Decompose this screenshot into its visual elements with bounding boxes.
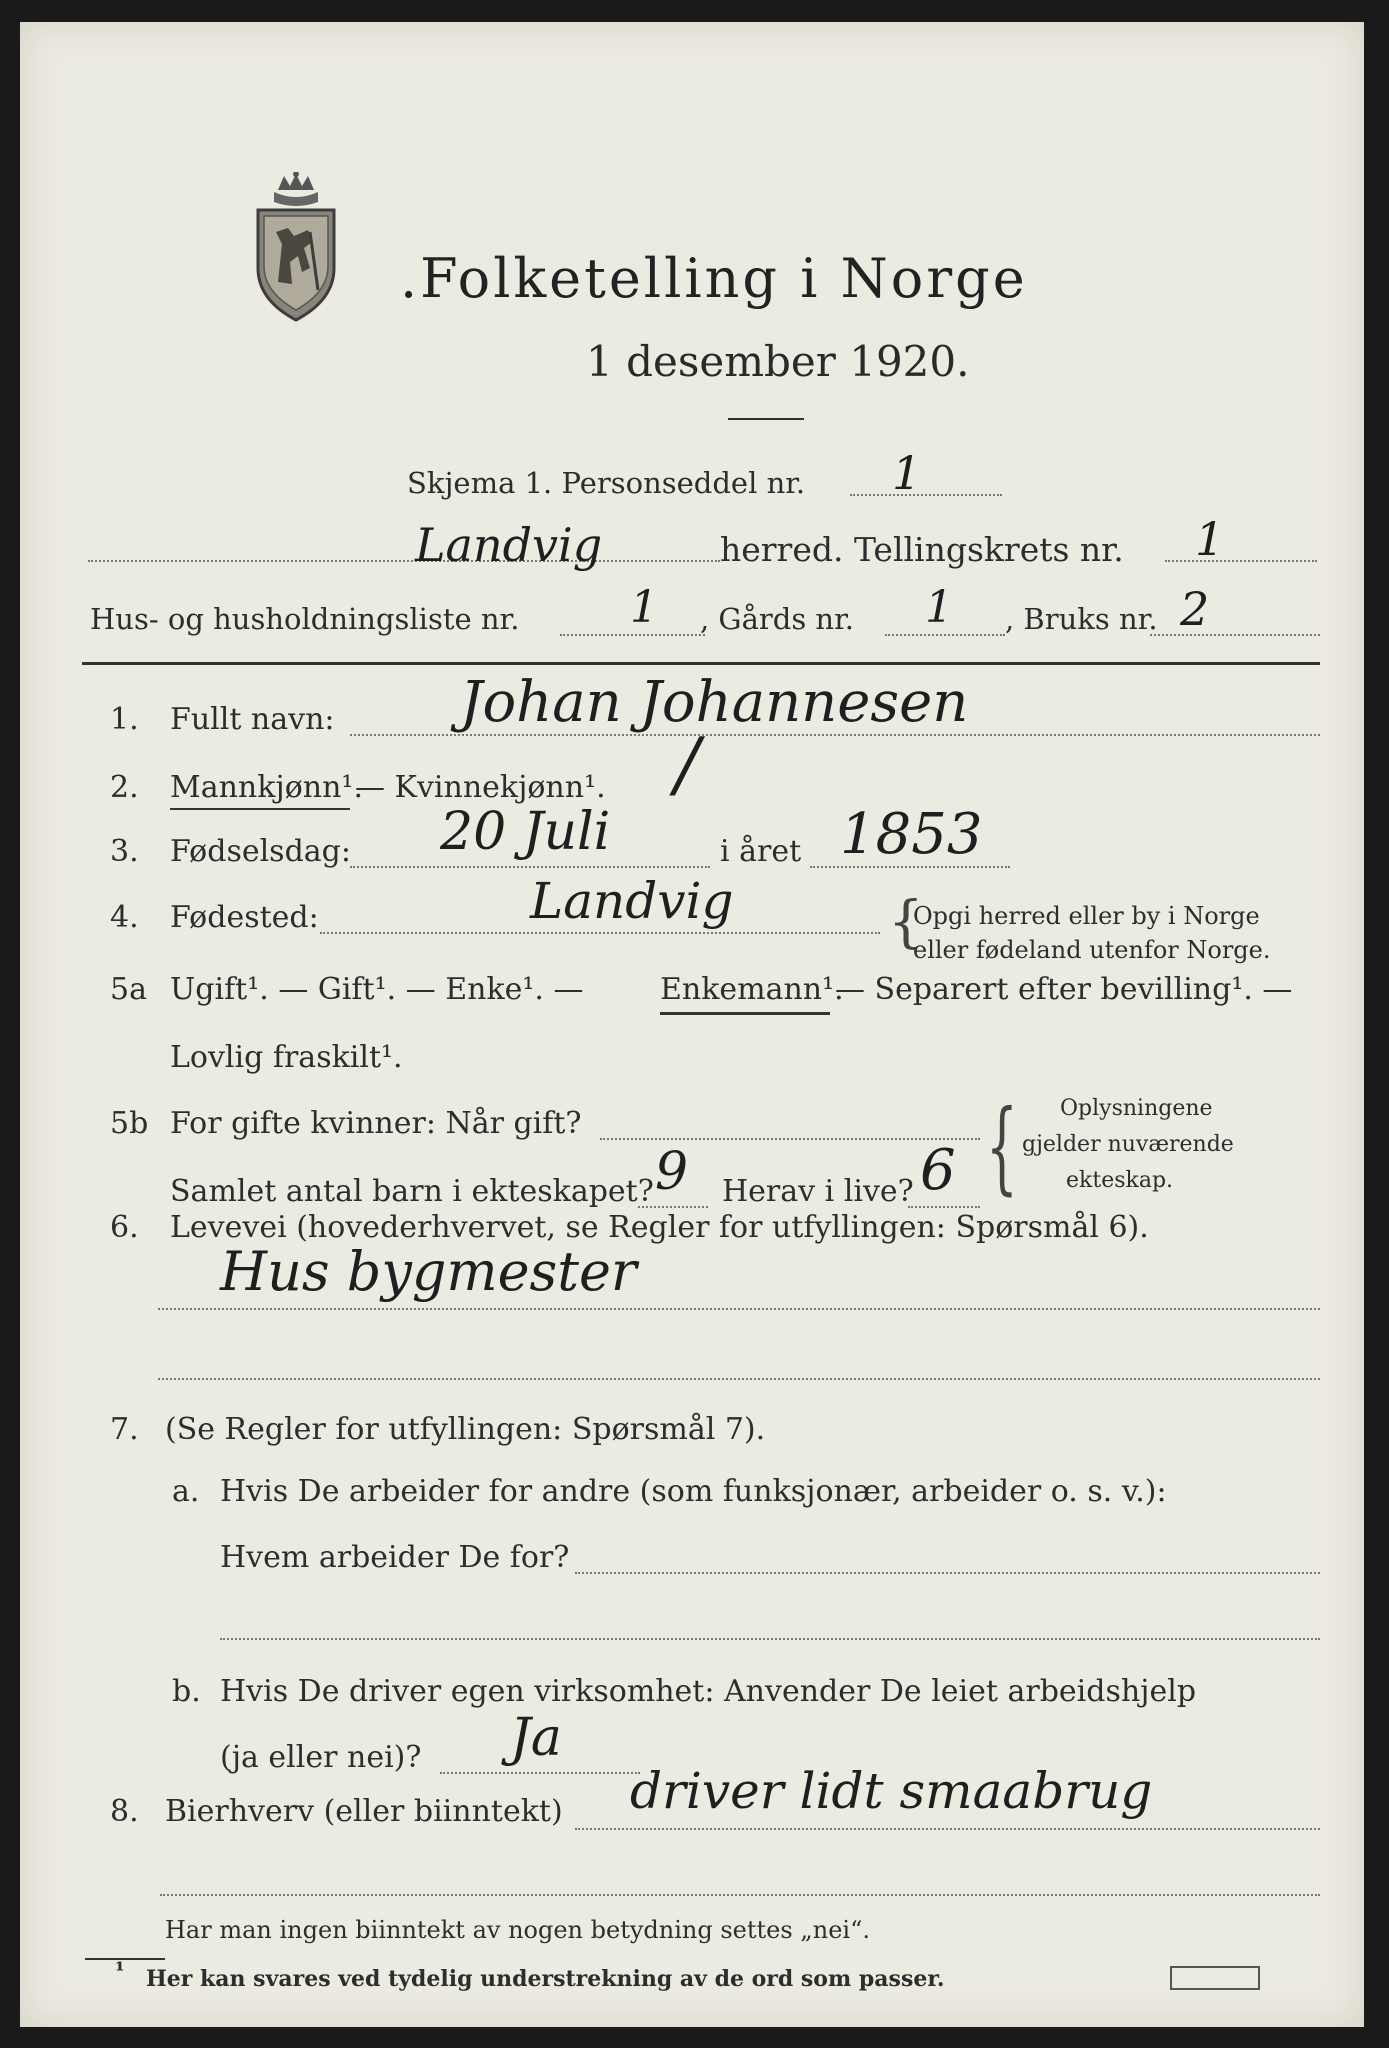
form-date: 1 desember 1920. [586,337,970,386]
q7a-extra-line [220,1638,1320,1640]
q4-number: 4. [110,900,139,935]
q2-kvinnekjonn: — Kvinnekjønn¹. [355,770,606,805]
q7b-answer-line [440,1772,640,1774]
q3-year: 1853 [840,802,983,867]
q5b-barn-line [638,1206,708,1208]
printer-stamp [1170,1966,1260,1990]
q3-number: 3. [110,834,139,869]
q4-label: Fødested: [170,900,319,935]
gards-label: , Gårds nr. [700,602,854,636]
q7a-line2: Hvem arbeider De for? [220,1540,570,1575]
q5a-text-after: — Separert efter bevilling¹. — [835,972,1293,1007]
q8-extra-line [160,1894,1320,1896]
q4-note-line1: Opgi herred eller by i Norge [913,902,1260,930]
q2-mannkjonn-underline [170,808,350,810]
q7a-answer-line [575,1572,1320,1574]
bruks-line [1150,634,1320,636]
q8-answer: driver lidt smaabrug [630,1762,1153,1820]
bruks-nr: 2 [1180,582,1210,636]
q5b-live-line [908,1206,980,1208]
q5a-line2: Lovlig fraskilt¹. [170,1040,403,1075]
q5b-live-label: Herav i live? [722,1174,914,1209]
q6-number: 6. [110,1210,139,1245]
q5b-live: 6 [920,1138,956,1203]
q4-brace: { [888,890,924,955]
q8-number: 8. [110,1794,139,1829]
q3-year-label: i året [720,834,802,869]
norway-coat-of-arms-icon [248,172,344,322]
q8-answer-line [575,1828,1320,1830]
q5b-brace: { [986,1088,1018,1205]
herred-line [88,560,720,562]
section-divider [82,662,1320,665]
schema-label: Skjema 1. Personseddel nr. [407,466,806,500]
q7b-line2: (ja eller nei)? [220,1740,422,1775]
form-title: .Folketelling i Norge [400,247,1028,310]
q8-label: Bierhverv (eller biinntekt) [165,1794,563,1829]
q1-label: Fullt navn: [170,702,335,737]
q4-note-line2: eller fødeland utenfor Norge. [913,936,1271,964]
q5b-barn: 9 [655,1142,689,1202]
q7b-line1: Hvis De driver egen virksomhet: Anvender De leiet arbeidshjelp [220,1674,1197,1709]
q4-line [320,932,880,934]
q5a-text-before: Ugift¹. — Gift¹. — Enke¹. — [170,972,584,1007]
q7-label: (Se Regler for utfyllingen: Spørsmål 7). [165,1412,766,1447]
title-divider [728,418,804,420]
q5b-number: 5b [110,1106,149,1141]
q5a-enkemann-underline [660,1012,830,1015]
q4-answer: Landvig [530,872,734,930]
hus-nr: 1 [630,582,658,633]
gards-nr: 1 [925,582,953,633]
personseddel-nr: 1 [892,446,922,500]
tellingskrets-nr: 1 [1195,512,1225,566]
q5b-note1: Oplysningene [1060,1096,1213,1121]
q5b-line1: For gifte kvinner: Når gift? [170,1106,582,1141]
q7b-letter: b. [172,1674,201,1709]
q1-answer: Johan Johannesen [460,670,969,735]
q5b-barn-label: Samlet antal barn i ekteskapet? [170,1174,654,1209]
footer-note: Har man ingen biinntekt av nogen betydning settes „nei“. [165,1916,870,1944]
q2-mannkjonn: Mannkjønn¹. [170,770,363,805]
footnote-mark: ¹ [115,1958,125,1984]
gards-line [885,634,1005,636]
q6-answer-line [158,1308,1320,1310]
footnote-divider [85,1958,165,1960]
q3-label: Fødselsdag: [170,834,351,869]
q2-mark: / [675,722,700,806]
personseddel-line [850,494,1002,496]
q2-number: 2. [110,770,139,805]
herred-label: herred. Tellingskrets nr. [720,530,1124,569]
hus-line [560,634,705,636]
q3-day: 20 Juli [440,802,611,862]
tellingskrets-line [1165,560,1317,562]
q1-number: 1. [110,702,139,737]
q7a-line1: Hvis De arbeider for andre (som funksjonær, arbeider o. s. v.): [220,1474,1167,1509]
census-form-page [20,22,1364,2027]
q5a-enkemann: Enkemann¹. [660,972,844,1007]
q3-day-line [350,866,710,868]
q6-label: Levevei (hovederhvervet, se Regler for utfyllingen: Spørsmål 6). [170,1210,1149,1245]
bruks-label: , Bruks nr. [1005,602,1158,636]
footnote-text: Her kan svares ved tydelig understrekning av de ord som passer. [146,1966,945,1992]
q5b-note3: ekteskap. [1066,1168,1174,1193]
q6-answer: Hus bygmester [220,1240,637,1303]
q7a-letter: a. [172,1474,200,1509]
q7b-answer: Ja [510,1708,562,1768]
q5a-number: 5a [110,972,147,1007]
q5b-note2: gjelder nuværende [1022,1132,1234,1157]
hus-label: Hus- og husholdningsliste nr. [90,602,520,636]
herred-value: Landvig [415,518,603,572]
q7-number: 7. [110,1412,139,1447]
q6-extra-line [158,1378,1320,1380]
